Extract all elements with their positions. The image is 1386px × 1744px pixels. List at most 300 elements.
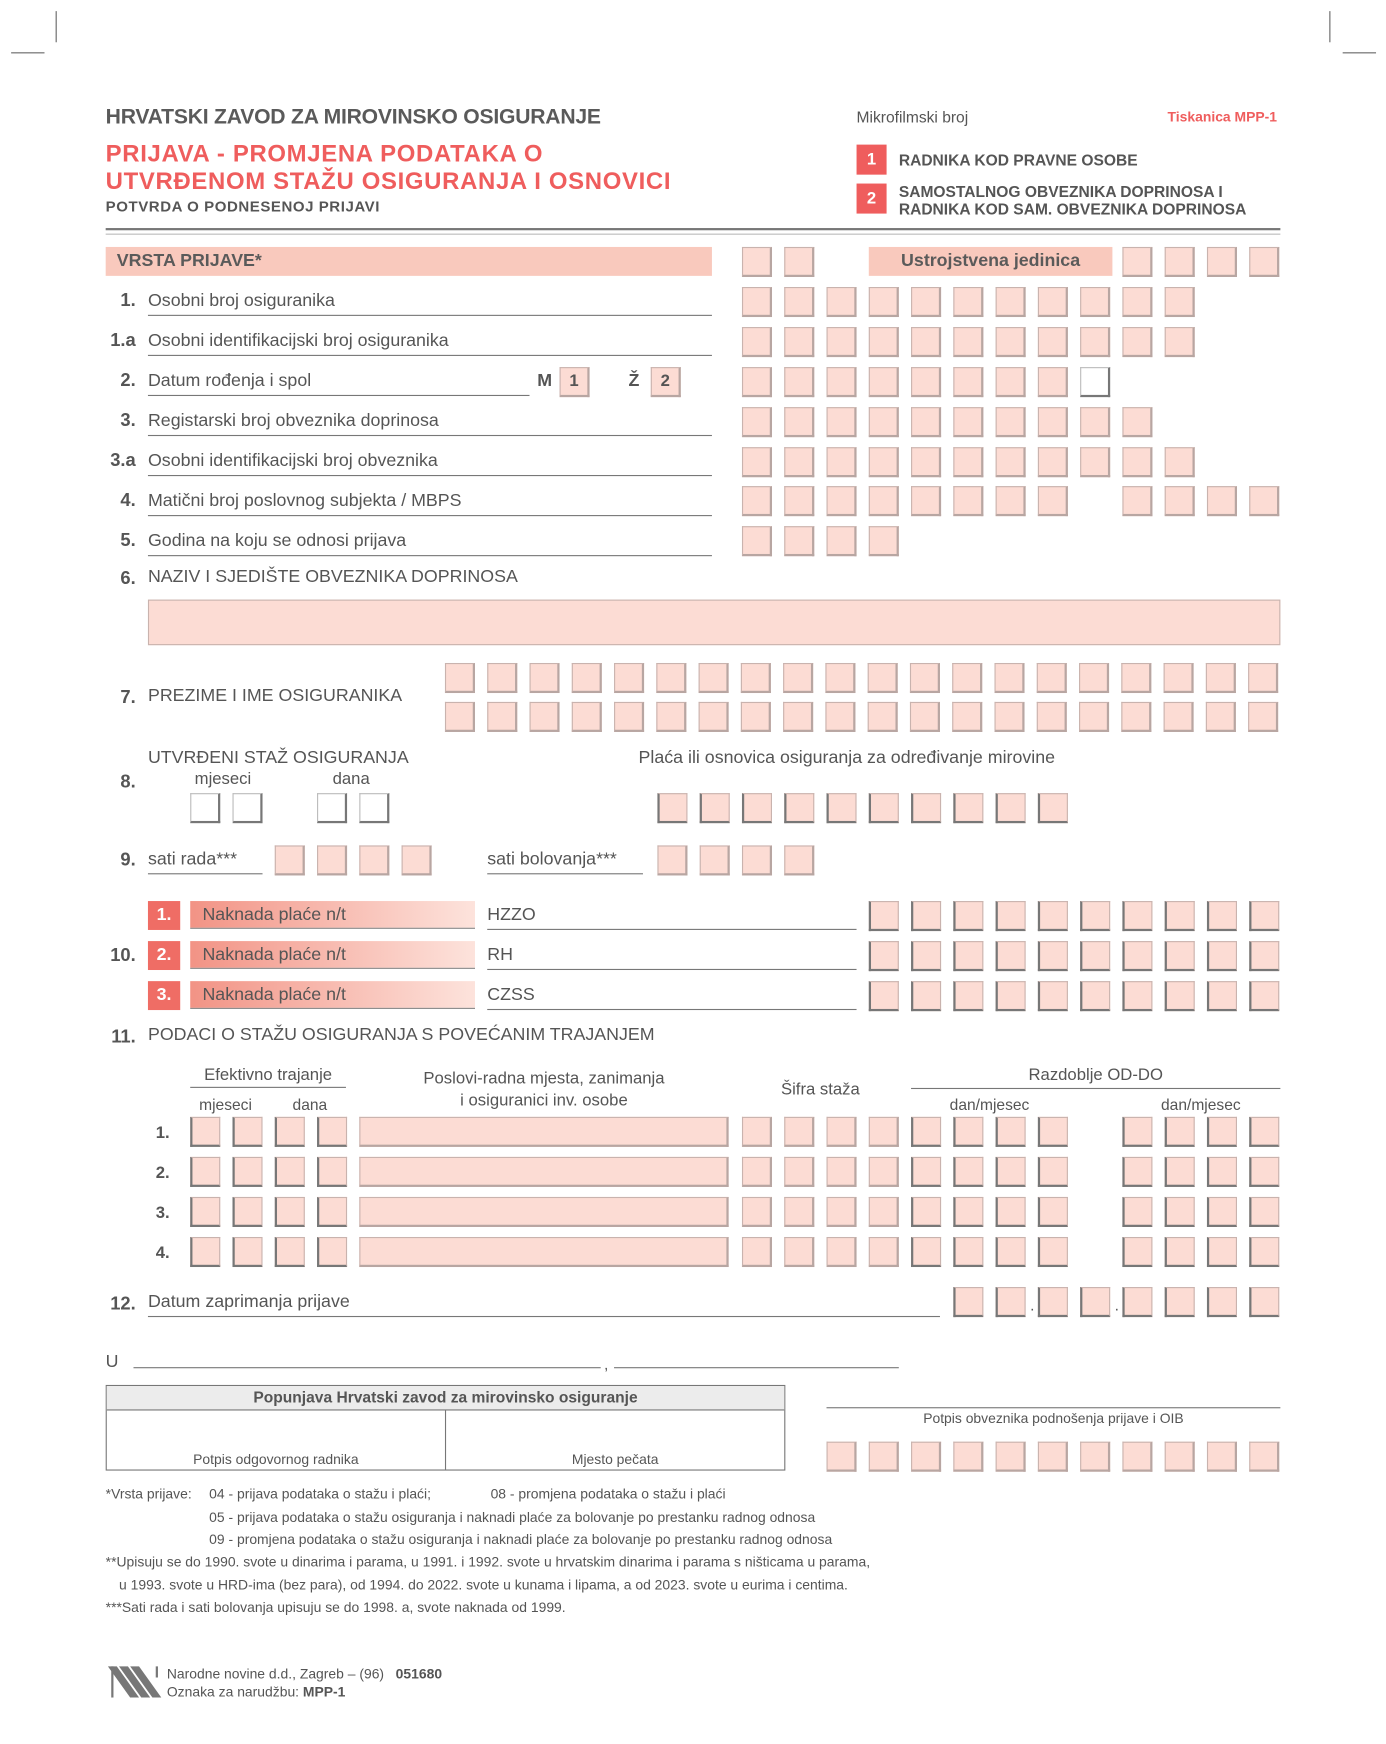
efektivno-dana-cell[interactable] [275, 1237, 305, 1267]
oib-obveznika-cell[interactable] [827, 447, 857, 477]
razdoblje-do-cell[interactable] [1165, 1157, 1195, 1187]
datum-rodjenja-cell[interactable] [869, 367, 899, 397]
oib-obveznika-cell[interactable] [869, 447, 899, 477]
mbps-cell[interactable] [1249, 486, 1279, 516]
efektivno-dana-cell[interactable] [317, 1237, 347, 1267]
oib-potpis-cell[interactable] [996, 1442, 1026, 1472]
efektivno-mjeseci-cell[interactable] [190, 1117, 220, 1147]
row-number: 11. [111, 1026, 136, 1047]
razdoblje-label: Razdoblje OD-DO [911, 1066, 1280, 1089]
naknada-number-badge: 3. [148, 981, 180, 1010]
prezime-ime-cell[interactable] [1206, 663, 1236, 693]
placa-cell[interactable] [742, 793, 772, 823]
sifra-staza-cell[interactable] [784, 1117, 814, 1147]
sifra-staza-cell[interactable] [742, 1157, 772, 1187]
razdoblje-do-cell[interactable] [1249, 1237, 1279, 1267]
crop-mark [1343, 52, 1376, 53]
razdoblje-od-cell[interactable] [996, 1237, 1026, 1267]
prezime-ime-cell[interactable] [825, 663, 855, 693]
row-number: 9. [120, 849, 136, 870]
ustrojstvena-cell[interactable] [1207, 247, 1237, 277]
osobni-broj-cell[interactable] [827, 287, 857, 317]
mbps-cell[interactable] [953, 486, 983, 516]
naknada-cell[interactable] [1122, 901, 1152, 931]
datum-zaprimanja-cell[interactable] [953, 1287, 983, 1317]
efektivno-dana-cell[interactable] [317, 1117, 347, 1147]
prezime-ime-cell[interactable] [487, 663, 517, 693]
prezime-ime-cell[interactable] [445, 663, 475, 693]
razdoblje-od-cell[interactable] [1038, 1157, 1068, 1187]
oib-osiguranika-cell[interactable] [827, 327, 857, 357]
naknada-cell[interactable] [1080, 941, 1110, 971]
efektivno-dana-cell[interactable] [275, 1117, 305, 1147]
narodne-novine-logo-icon [106, 1664, 164, 1700]
prezime-ime-cell[interactable] [572, 702, 602, 732]
sati-rada-cell[interactable] [317, 845, 347, 875]
razdoblje-od-cell[interactable] [953, 1157, 983, 1187]
mbps-cell[interactable] [869, 486, 899, 516]
oib-obveznika-cell[interactable] [911, 447, 941, 477]
sati-bolovanja-cell[interactable] [657, 845, 687, 875]
sati-rada-cell[interactable] [275, 845, 305, 875]
sati-rada-cell[interactable] [359, 845, 389, 875]
naknada-cell[interactable] [1249, 941, 1279, 971]
oib-osiguranika-cell[interactable] [784, 327, 814, 357]
godina-cell[interactable] [827, 526, 857, 556]
placa-cell[interactable] [869, 793, 899, 823]
efektivno-mjeseci-cell[interactable] [190, 1197, 220, 1227]
days-label: dana [292, 1095, 328, 1114]
razdoblje-od-cell[interactable] [911, 1237, 941, 1267]
osobni-broj-cell[interactable] [869, 287, 899, 317]
oib-osiguranika-cell[interactable] [742, 327, 772, 357]
crop-mark [1329, 11, 1330, 42]
naknada-cell[interactable] [996, 981, 1026, 1011]
oib-potpis-cell[interactable] [953, 1442, 983, 1472]
form-code: Tiskanica MPP-1 [1167, 109, 1278, 125]
povecani-staz-label: PODACI O STAŽU OSIGURANJA S POVEĆANIM TRAJANJEM [147, 1025, 655, 1045]
prezime-ime-cell[interactable] [994, 702, 1024, 732]
razdoblje-do-cell[interactable] [1207, 1237, 1237, 1267]
razdoblje-do-cell[interactable] [1122, 1197, 1152, 1227]
razdoblje-do-cell[interactable] [1207, 1157, 1237, 1187]
sifra-staza-cell[interactable] [742, 1197, 772, 1227]
datum-rodjenja-cell[interactable] [784, 367, 814, 397]
sex-m-box[interactable]: 1 [560, 367, 590, 397]
footnote-3: ***Sati rada i sati bolovanja upisuju se do 1998. a, svote naknada od 1999. [105, 1599, 566, 1616]
godina-cell[interactable] [869, 526, 899, 556]
efektivno-mjeseci-cell[interactable] [232, 1157, 262, 1187]
naknada-cell[interactable] [1249, 981, 1279, 1011]
oib-potpis-cell[interactable] [911, 1442, 941, 1472]
prezime-ime-cell[interactable] [614, 702, 644, 732]
razdoblje-od-cell[interactable] [996, 1117, 1026, 1147]
prezime-ime-cell[interactable] [952, 702, 982, 732]
poslovi-input[interactable] [359, 1117, 728, 1147]
prezime-ime-cell[interactable] [1248, 702, 1278, 732]
osobni-broj-cell[interactable] [1122, 287, 1152, 317]
prezime-ime-cell[interactable] [1248, 663, 1278, 693]
registarski-broj-cell[interactable] [996, 407, 1026, 437]
registarski-broj-cell[interactable] [869, 407, 899, 437]
naknada-cell[interactable] [1038, 981, 1068, 1011]
payer-signature-line[interactable] [827, 1407, 1281, 1408]
naknada-cell[interactable] [953, 981, 983, 1011]
payer-signature-label: Potpis obveznika podnošenja prijave i OIB [923, 1410, 1184, 1427]
razdoblje-od-cell[interactable] [911, 1197, 941, 1227]
mbps-cell[interactable] [784, 486, 814, 516]
oib-obveznika-cell[interactable] [996, 447, 1026, 477]
registarski-broj-cell[interactable] [911, 407, 941, 437]
razdoblje-do-cell[interactable] [1249, 1157, 1279, 1187]
oib-potpis-cell[interactable] [1038, 1442, 1068, 1472]
registarski-broj-cell[interactable] [1080, 407, 1110, 437]
razdoblje-od-cell[interactable] [911, 1157, 941, 1187]
date-line[interactable] [614, 1367, 899, 1368]
staz-mjeseci-cell[interactable] [232, 793, 262, 823]
naknada-cell[interactable] [911, 901, 941, 931]
oib-osiguranika-cell[interactable] [1165, 327, 1195, 357]
footnote-08: 08 - promjena podataka o stažu i plaći [490, 1486, 726, 1502]
naknada-cell[interactable] [1080, 901, 1110, 931]
dan-mjesec-from-label: dan/mjesec [949, 1095, 1030, 1114]
vrsta-prijave-label: VRSTA PRIJAVE* [106, 247, 712, 276]
registarski-broj-cell[interactable] [1038, 407, 1068, 437]
datum-rodjenja-cell[interactable] [1038, 367, 1068, 397]
placa-cell[interactable] [657, 793, 687, 823]
naknada-cell[interactable] [1207, 901, 1237, 931]
razdoblje-do-cell[interactable] [1207, 1117, 1237, 1147]
prezime-ime-cell[interactable] [952, 663, 982, 693]
sifra-staza-cell[interactable] [827, 1237, 857, 1267]
sati-bolovanja-cell[interactable] [784, 845, 814, 875]
oib-potpis-cell[interactable] [1122, 1442, 1152, 1472]
razdoblje-do-cell[interactable] [1122, 1157, 1152, 1187]
mbps-cell[interactable] [996, 486, 1026, 516]
razdoblje-do-cell[interactable] [1165, 1197, 1195, 1227]
prezime-ime-cell[interactable] [656, 702, 686, 732]
registarski-broj-cell[interactable] [742, 407, 772, 437]
prezime-ime-cell[interactable] [572, 663, 602, 693]
placa-label: Plaća ili osnovica osiguranja za određivanje mirovine [638, 748, 1056, 768]
efektivno-mjeseci-cell[interactable] [232, 1117, 262, 1147]
oib-osiguranika-cell[interactable] [869, 327, 899, 357]
row-number: 6. [120, 568, 136, 589]
razdoblje-od-cell[interactable] [996, 1157, 1026, 1187]
prezime-ime-cell[interactable] [783, 702, 813, 732]
prezime-ime-cell[interactable] [741, 702, 771, 732]
oib-osiguranika-cell[interactable] [953, 327, 983, 357]
prezime-ime-cell[interactable] [445, 702, 475, 732]
naknada-cell[interactable] [953, 941, 983, 971]
razdoblje-do-cell[interactable] [1122, 1117, 1152, 1147]
datum-zaprimanja-cell[interactable] [1080, 1287, 1110, 1317]
prezime-ime-cell[interactable] [487, 702, 517, 732]
prezime-ime-cell[interactable] [910, 702, 940, 732]
oib-osiguranika-cell[interactable] [1080, 327, 1110, 357]
oib-obveznika-cell[interactable] [784, 447, 814, 477]
prezime-ime-cell[interactable] [1037, 663, 1067, 693]
sex-f-box[interactable]: 2 [651, 367, 681, 397]
sifra-staza-cell[interactable] [742, 1117, 772, 1147]
prezime-ime-cell[interactable] [868, 702, 898, 732]
razdoblje-do-cell[interactable] [1249, 1197, 1279, 1227]
mbps-cell[interactable] [1207, 486, 1237, 516]
naknada-cell[interactable] [1165, 901, 1195, 931]
datum-rodjenja-cell[interactable] [827, 367, 857, 397]
prezime-ime-cell[interactable] [1121, 663, 1151, 693]
row-number: 5. [120, 530, 136, 551]
staz-mjeseci-cell[interactable] [190, 793, 220, 823]
efektivno-mjeseci-cell[interactable] [190, 1237, 220, 1267]
datum-zaprimanja-cell[interactable] [1165, 1287, 1195, 1317]
sifra-staza-cell[interactable] [869, 1157, 899, 1187]
naknada-cell[interactable] [1038, 901, 1068, 931]
naknada-cell[interactable] [1207, 981, 1237, 1011]
datum-rodjenja-cell[interactable] [996, 367, 1026, 397]
datum-rodjenja-cell[interactable] [742, 367, 772, 397]
razdoblje-od-cell[interactable] [996, 1197, 1026, 1227]
naknada-cell[interactable] [1122, 981, 1152, 1011]
naknada-label: Naknada plaće n/t [190, 941, 475, 969]
prezime-ime-cell[interactable] [741, 663, 771, 693]
row-number: 8. [120, 772, 136, 793]
datum-rodjenja-cell[interactable] [953, 367, 983, 397]
prezime-ime-cell[interactable] [994, 663, 1024, 693]
naknada-cell[interactable] [1207, 941, 1237, 971]
prezime-ime-cell[interactable] [699, 663, 729, 693]
sati-rada-cell[interactable] [402, 845, 432, 875]
mbps-cell[interactable] [1165, 486, 1195, 516]
razdoblje-od-cell[interactable] [953, 1237, 983, 1267]
placa-cell[interactable] [953, 793, 983, 823]
naknada-number-badge: 1. [148, 901, 180, 930]
naknada-cell[interactable] [869, 941, 899, 971]
oib-obveznika-cell[interactable] [1122, 447, 1152, 477]
sati-bolovanja-cell[interactable] [700, 845, 730, 875]
prezime-ime-cell[interactable] [530, 663, 560, 693]
prezime-ime-cell[interactable] [1037, 702, 1067, 732]
oib-obveznika-cell[interactable] [953, 447, 983, 477]
godina-cell[interactable] [784, 526, 814, 556]
registarski-broj-cell[interactable] [1122, 407, 1152, 437]
poslovi-input[interactable] [359, 1197, 728, 1227]
placa-cell[interactable] [996, 793, 1026, 823]
sifra-staza-cell[interactable] [784, 1237, 814, 1267]
placa-cell[interactable] [700, 793, 730, 823]
option-2-badge[interactable]: 2 [857, 184, 887, 214]
mbps-cell[interactable] [1122, 486, 1152, 516]
razdoblje-do-cell[interactable] [1207, 1197, 1237, 1227]
placa-cell[interactable] [1038, 793, 1068, 823]
sati-bolovanja-label: sati bolovanja*** [487, 848, 643, 875]
prezime-ime-cell[interactable] [868, 663, 898, 693]
naknada-cell[interactable] [1165, 981, 1195, 1011]
naknada-cell[interactable] [1249, 901, 1279, 931]
oib-potpis-cell[interactable] [1249, 1442, 1279, 1472]
datum-zaprimanja-cell[interactable] [1038, 1287, 1068, 1317]
razdoblje-od-cell[interactable] [953, 1117, 983, 1147]
oib-obveznika-cell[interactable] [1038, 447, 1068, 477]
naknada-cell[interactable] [911, 941, 941, 971]
sifra-staza-cell[interactable] [784, 1197, 814, 1227]
oib-potpis-cell[interactable] [1165, 1442, 1195, 1472]
spol-cell[interactable] [1080, 367, 1110, 397]
oib-obveznika-cell[interactable] [742, 447, 772, 477]
razdoblje-od-cell[interactable] [1038, 1197, 1068, 1227]
sifra-staza-cell[interactable] [869, 1117, 899, 1147]
datum-zaprimanja-cell[interactable] [1249, 1287, 1279, 1317]
staz-dana-cell[interactable] [359, 793, 389, 823]
naknada-cell[interactable] [911, 981, 941, 1011]
prezime-ime-cell[interactable] [656, 663, 686, 693]
datum-zaprimanja-cell[interactable] [1122, 1287, 1152, 1317]
naknada-cell[interactable] [1122, 941, 1152, 971]
efektivno-dana-cell[interactable] [275, 1157, 305, 1187]
naknada-cell[interactable] [1165, 941, 1195, 971]
registarski-broj-cell[interactable] [784, 407, 814, 437]
ustrojstvena-cell[interactable] [1249, 247, 1279, 277]
oib-osiguranika-cell[interactable] [1122, 327, 1152, 357]
comma: , [604, 1354, 609, 1373]
naknada-number-badge: 2. [148, 941, 180, 970]
poslovi-label-2: i osiguranici inv. osobe [460, 1091, 628, 1111]
efektivno-dana-cell[interactable] [317, 1197, 347, 1227]
vrsta-prijave-cell[interactable] [784, 247, 814, 277]
oib-potpis-cell[interactable] [869, 1442, 899, 1472]
godina-label: Godina na koju se odnosi prijava [148, 530, 712, 557]
naknada-label: Naknada plaće n/t [190, 981, 475, 1009]
datum-rodjenja-cell[interactable] [911, 367, 941, 397]
placa-cell[interactable] [911, 793, 941, 823]
razdoblje-do-cell[interactable] [1249, 1117, 1279, 1147]
mbps-cell[interactable] [827, 486, 857, 516]
razdoblje-do-cell[interactable] [1165, 1117, 1195, 1147]
naziv-obveznika-label: NAZIV I SJEDIŠTE OBVEZNIKA DOPRINOSA [147, 567, 518, 587]
oib-potpis-cell[interactable] [1080, 1442, 1110, 1472]
razdoblje-do-cell[interactable] [1122, 1237, 1152, 1267]
sifra-staza-cell[interactable] [784, 1157, 814, 1187]
poslovi-input[interactable] [359, 1237, 728, 1267]
row-number: 3. [155, 1203, 170, 1223]
osobni-broj-cell[interactable] [911, 287, 941, 317]
prezime-ime-cell[interactable] [614, 663, 644, 693]
razdoblje-od-cell[interactable] [911, 1117, 941, 1147]
prezime-ime-cell[interactable] [910, 663, 940, 693]
osobni-broj-cell[interactable] [1080, 287, 1110, 317]
efektivno-mjeseci-cell[interactable] [232, 1197, 262, 1227]
naknada-cell[interactable] [1080, 981, 1110, 1011]
naknada-cell[interactable] [996, 941, 1026, 971]
oib-obveznika-cell[interactable] [1165, 447, 1195, 477]
oib-obveznika-cell[interactable] [1080, 447, 1110, 477]
osobni-broj-cell[interactable] [1038, 287, 1068, 317]
months-label: mjeseci [199, 1095, 252, 1114]
registarski-broj-cell[interactable] [827, 407, 857, 437]
razdoblje-od-cell[interactable] [1038, 1237, 1068, 1267]
naknada-cell[interactable] [869, 981, 899, 1011]
naziv-obveznika-input[interactable] [148, 600, 1280, 646]
oib-potpis-cell[interactable] [1207, 1442, 1237, 1472]
prezime-ime-cell[interactable] [530, 702, 560, 732]
poslovi-input[interactable] [359, 1157, 728, 1187]
oib-osiguranika-cell[interactable] [911, 327, 941, 357]
osobni-broj-cell[interactable] [742, 287, 772, 317]
option-2-label-line1: SAMOSTALNOG OBVEZNIKA DOPRINOSA I [898, 182, 1223, 201]
osobni-broj-cell[interactable] [1165, 287, 1195, 317]
mbps-cell[interactable] [911, 486, 941, 516]
osobni-broj-cell[interactable] [996, 287, 1026, 317]
sifra-staza-cell[interactable] [827, 1117, 857, 1147]
placa-cell[interactable] [827, 793, 857, 823]
option-1-label: RADNIKA KOD PRAVNE OSOBE [898, 151, 1138, 170]
osobni-broj-cell[interactable] [953, 287, 983, 317]
prezime-ime-cell[interactable] [783, 663, 813, 693]
payer-rh: RH [487, 943, 856, 970]
ustrojstvena-cell[interactable] [1122, 247, 1152, 277]
oib-osiguranika-cell[interactable] [996, 327, 1026, 357]
razdoblje-od-cell[interactable] [953, 1197, 983, 1227]
efektivno-mjeseci-cell[interactable] [232, 1237, 262, 1267]
placa-cell[interactable] [784, 793, 814, 823]
vrsta-prijave-cell[interactable] [742, 247, 772, 277]
place-line[interactable] [133, 1367, 600, 1368]
mbps-cell[interactable] [742, 486, 772, 516]
datum-zaprimanja-cell[interactable] [1207, 1287, 1237, 1317]
prezime-ime-cell[interactable] [825, 702, 855, 732]
prezime-ime-cell[interactable] [1079, 702, 1109, 732]
oib-obveznika-label: Osobni identifikacijski broj obveznika [148, 449, 712, 476]
sifra-staza-cell[interactable] [827, 1197, 857, 1227]
sifra-staza-cell[interactable] [742, 1237, 772, 1267]
efektivno-dana-cell[interactable] [317, 1157, 347, 1187]
naknada-cell[interactable] [869, 901, 899, 931]
option-1-badge[interactable]: 1 [857, 145, 887, 175]
mbps-cell[interactable] [1038, 486, 1068, 516]
naknada-cell[interactable] [953, 901, 983, 931]
sifra-staza-cell[interactable] [869, 1237, 899, 1267]
prezime-ime-cell[interactable] [1121, 702, 1151, 732]
institution-name: HRVATSKI ZAVOD ZA MIROVINSKO OSIGURANJE [105, 105, 601, 130]
efektivno-dana-cell[interactable] [275, 1197, 305, 1227]
datum-zaprimanja-cell[interactable] [996, 1287, 1026, 1317]
row-number: 7. [120, 687, 136, 708]
ustrojstvena-cell[interactable] [1165, 247, 1195, 277]
osobni-broj-cell[interactable] [784, 287, 814, 317]
poslovi-label: Poslovi-radna mjesta, zanimanja [423, 1069, 665, 1088]
oib-potpis-cell[interactable] [827, 1442, 857, 1472]
sifra-staza-cell[interactable] [869, 1197, 899, 1227]
sifra-staza-cell[interactable] [827, 1157, 857, 1187]
razdoblje-do-cell[interactable] [1165, 1237, 1195, 1267]
godina-cell[interactable] [742, 526, 772, 556]
row-number: 4. [120, 490, 136, 511]
prezime-ime-cell[interactable] [1206, 702, 1236, 732]
staz-dana-cell[interactable] [317, 793, 347, 823]
publisher-code: 051680 [395, 1666, 443, 1682]
registarski-broj-cell[interactable] [953, 407, 983, 437]
razdoblje-od-cell[interactable] [1038, 1117, 1068, 1147]
prezime-ime-cell[interactable] [1164, 663, 1194, 693]
oib-osiguranika-cell[interactable] [1038, 327, 1068, 357]
naknada-cell[interactable] [1038, 941, 1068, 971]
efektivno-mjeseci-cell[interactable] [190, 1157, 220, 1187]
sati-bolovanja-cell[interactable] [742, 845, 772, 875]
naknada-cell[interactable] [996, 901, 1026, 931]
prezime-ime-cell[interactable] [1164, 702, 1194, 732]
prezime-ime-cell[interactable] [1079, 663, 1109, 693]
prezime-ime-cell[interactable] [699, 702, 729, 732]
